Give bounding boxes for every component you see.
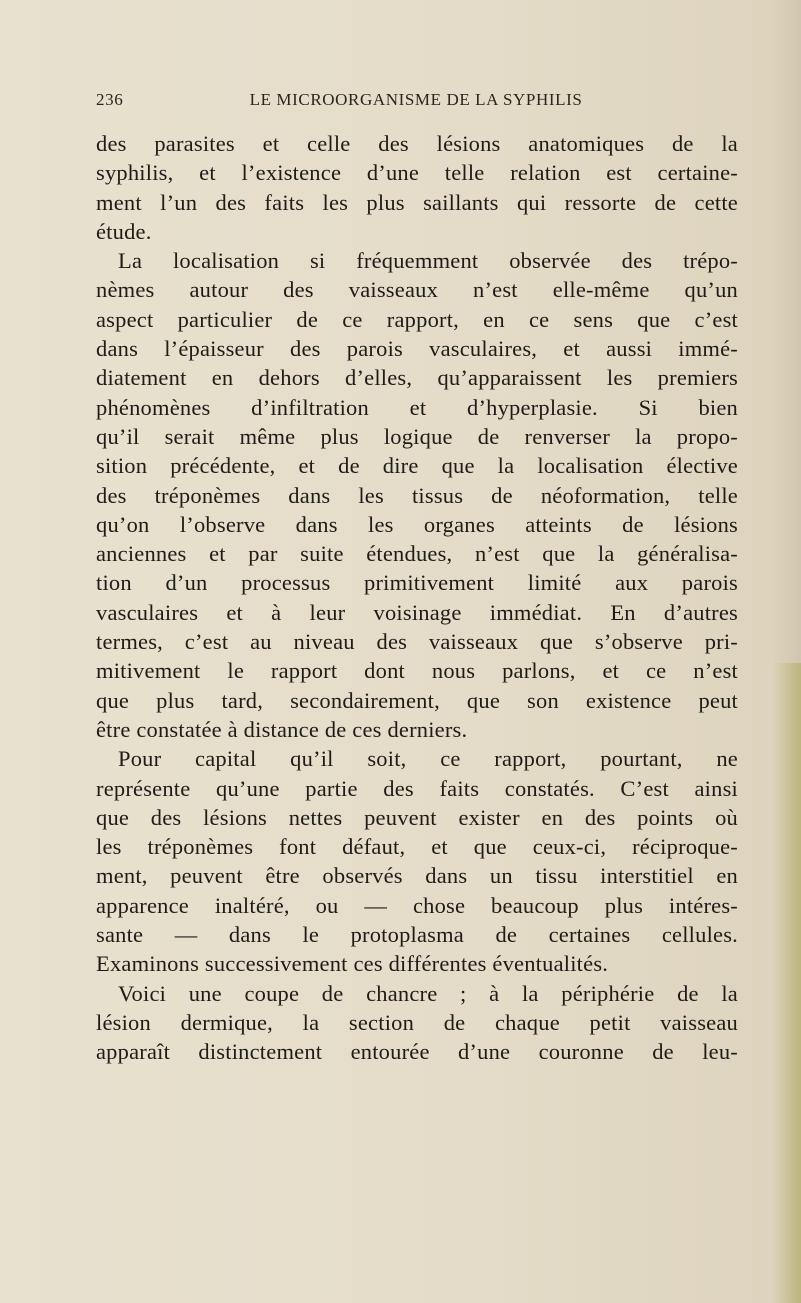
page-header [96, 90, 736, 120]
text-line: diatement en dehors d’elles, qu’apparaissent les premiers [96, 365, 738, 391]
text-line: qu’il serait même plus logique de renverser la propo- [96, 423, 738, 449]
text-line: tion d’un processus primitivement limité aux parois [96, 570, 738, 596]
text-line: étude. [96, 218, 152, 244]
text-line: les tréponèmes font défaut, et que ceux-ci, réciproque- [96, 834, 738, 860]
text-line: syphilis, et l’existence d’une telle relation est certaine- [96, 160, 738, 186]
text-line: aspect particulier de ce rapport, en ce sens que c’est [96, 306, 738, 332]
text-line: anciennes et par suite étendues, n’est que la généralisa- [96, 541, 738, 567]
text-line: lésion dermique, la section de chaque petit vaisseau [96, 1009, 738, 1035]
text-line: que plus tard, secondairement, que son existence peut [96, 687, 738, 713]
text-line: mitivement le rapport dont nous parlons, et ce n’est [96, 658, 738, 684]
text-line: nèmes autour des vaisseaux n’est elle-même qu’un [96, 277, 738, 303]
text-line: termes, c’est au niveau des vaisseaux que s’observe pri- [96, 629, 738, 655]
text-line: Voici une coupe de chancre ; à la périphérie de la [118, 980, 738, 1006]
text-line: ment l’un des faits les plus saillants qui ressorte de cette [96, 189, 738, 215]
text-line: représente qu’une partie des faits constatés. C’est ainsi [96, 775, 738, 801]
text-line: apparence inaltéré, ou — chose beaucoup plus intéres- [96, 892, 738, 918]
text-line: que des lésions nettes peuvent exister en des points où [96, 804, 738, 830]
running-title: LE MICROORGANISME DE LA SYPHILIS [249, 90, 583, 109]
text-line: ment, peuvent être observés dans un tissu interstitiel en [96, 863, 738, 889]
text-line: Pour capital qu’il soit, ce rapport, pourtant, ne [118, 746, 738, 772]
text-line: être constatée à distance de ces derniers. [96, 716, 468, 742]
page-edge-stain [773, 663, 801, 1303]
text-line: apparaît distinctement entourée d’une couronne de leu- [96, 1039, 738, 1065]
text-line: Examinons successivement ces différentes éventualités. [96, 951, 609, 977]
text-line: sition précédente, et de dire que la localisation élective [96, 453, 738, 479]
page-number: 236 [96, 90, 124, 109]
text-line: dans l’épaisseur des parois vasculaires, et aussi immé- [96, 336, 738, 362]
text-line: phénomènes d’infiltration et d’hyperplasie. Si bien [96, 394, 738, 420]
body-text [96, 129, 738, 1067]
text-line: des parasites et celle des lésions anatomiques de la [96, 131, 738, 156]
text-line: qu’on l’observe dans les organes atteints de lésions [96, 511, 738, 537]
text-line: des tréponèmes dans les tissus de néoformation, telle [96, 482, 738, 508]
text-line: sante — dans le protoplasma de certaines cellules. [96, 922, 738, 948]
text-line: La localisation si fréquemment observée des trépo- [118, 248, 738, 274]
text-line: vasculaires et à leur voisinage immédiat. En d’autres [96, 599, 738, 625]
